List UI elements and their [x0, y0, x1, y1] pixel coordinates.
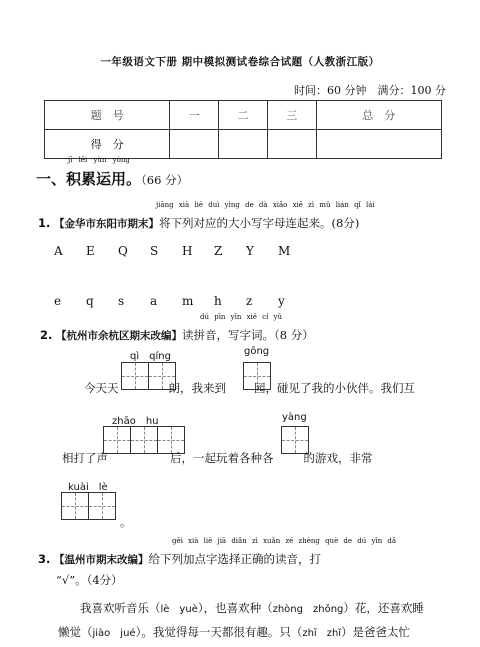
question-3: [38, 537, 397, 567]
section-title: 积累运用。: [66, 170, 142, 188]
upper-letter: H: [182, 244, 193, 258]
score-cell-1: [170, 130, 219, 159]
score-cell-2: [219, 130, 268, 159]
q2-text: 读拼音，写字词。: [182, 328, 275, 342]
q1-lowercase-letters: [54, 294, 310, 308]
q3-option-zhong[interactable]: zhòng zhǒng: [272, 604, 344, 615]
score-row-label: 得 分: [45, 130, 170, 159]
q3-option-jiao-jue[interactable]: jiào jué: [92, 628, 136, 639]
lower-letter: a: [150, 294, 158, 308]
q3-number: 3.: [38, 552, 51, 566]
write-cell[interactable]: [88, 492, 116, 520]
q3-source: 【温州市期末改编】: [54, 554, 149, 566]
lower-letter: z: [246, 294, 253, 308]
q1-uppercase-letters: [54, 244, 310, 258]
q2-line-2: [62, 450, 373, 466]
q2-line2-c: 的游戏，非常: [303, 451, 373, 465]
q3-line2-a: 懒觉（: [58, 625, 93, 639]
q1-text: 将下列对应的大小写字母连起来。: [159, 216, 332, 230]
q2-pinyin: dú pīn yīn xiě cí yǔ: [200, 313, 282, 321]
write-box-kuaile[interactable]: [62, 492, 116, 520]
lower-letter: h: [214, 294, 222, 308]
q3-line2-e: ）是爸爸太忙: [341, 625, 411, 639]
score-header-total: 总 分: [316, 101, 441, 130]
upper-letter: M: [278, 244, 291, 258]
score-header-2: 二: [219, 101, 268, 130]
question-1: [38, 201, 375, 231]
section-label: 一、: [36, 170, 67, 188]
q3-line1-a: 我喜欢听音乐（: [80, 601, 161, 615]
q2-line-3: 。: [120, 515, 132, 529]
q2-number: 2.: [40, 328, 53, 342]
q3-line-2: [58, 624, 410, 640]
section-heading: [36, 156, 189, 189]
score-table-score-row: [45, 130, 442, 159]
q2-box3-pinyin: zhāo hu: [112, 416, 159, 427]
q2-line1-c: 园，碰见了我的小伙伴。我们互: [254, 381, 415, 395]
q2-box1-pinyin: qì qíng: [130, 351, 171, 362]
exam-title: 一年级语文下册 期中模拟测试卷综合试题（人教浙江版）: [100, 56, 380, 68]
score-header-1: 一: [170, 101, 219, 130]
score-header-3: 三: [267, 101, 316, 130]
q3-option-zhi[interactable]: zhī zhǐ: [302, 628, 342, 639]
q2-line-1: [84, 380, 415, 396]
lower-letter: q: [86, 294, 94, 308]
write-cell[interactable]: [61, 492, 89, 520]
q3-line2-c: ）。我觉得每一天都很有趣。只（: [135, 625, 303, 639]
section-pinyin: jī lěi yùn yòng: [68, 156, 130, 164]
q3-line1-c: ），也喜欢种（: [197, 601, 273, 615]
q3-line-1: [80, 600, 424, 616]
lower-letter: y: [278, 294, 285, 308]
upper-letter: E: [86, 244, 95, 258]
q1-pinyin: jiāng xià liè duì yìng de dà xiǎo xiě zì mǔ lián qǐ lái: [156, 201, 375, 209]
upper-letter: Z: [214, 244, 223, 258]
q3-mark-instruction: “√”。（4分）: [56, 573, 123, 587]
lower-letter: m: [182, 294, 194, 308]
q1-points: (8分): [331, 216, 360, 230]
section-points: （66 分）: [141, 173, 189, 187]
time-info: 时间：60 分钟 满分：100 分: [294, 84, 446, 97]
upper-letter: Q: [118, 244, 128, 258]
q2-box2-pinyin: gōng: [244, 346, 270, 357]
q2-box4-pinyin: yàng: [282, 412, 307, 423]
q2-source: 【杭州市余杭区期末改编】: [56, 330, 183, 342]
lower-letter: e: [54, 294, 62, 308]
score-header-label: 题 号: [45, 101, 170, 130]
q2-line2-b: 后，一起玩着各种各: [170, 451, 274, 465]
q2-line1-b: 朗，我来到: [168, 381, 226, 395]
upper-letter: S: [150, 244, 159, 258]
score-cell-3: [267, 130, 316, 159]
q3-pinyin: gěi xià liè jiā diǎn zì xuǎn zé zhèng què de dú yīn dǎ: [172, 537, 397, 545]
score-table-header-row: [45, 101, 442, 130]
question-2: [40, 313, 314, 343]
score-table: [44, 100, 442, 159]
q1-source: 【金华市东阳市期末】: [54, 218, 160, 230]
score-cell-total: [316, 130, 441, 159]
q3-line1-e: ）花，还喜欢睡: [343, 601, 424, 615]
q2-points: （8 分）: [274, 328, 314, 342]
lower-letter: s: [118, 294, 125, 308]
q2-line1-a: 今天天: [84, 381, 119, 395]
q3-text: 给下列加点字选择正确的读音，打: [148, 552, 322, 566]
q3-option-le-yue[interactable]: lè yuè: [160, 604, 198, 615]
upper-letter: A: [54, 244, 63, 258]
q2-box5-pinyin: kuài lè: [68, 482, 108, 493]
q2-line2-a: 相打了声: [62, 451, 108, 465]
q1-number: 1.: [38, 216, 51, 230]
upper-letter: Y: [246, 244, 254, 258]
